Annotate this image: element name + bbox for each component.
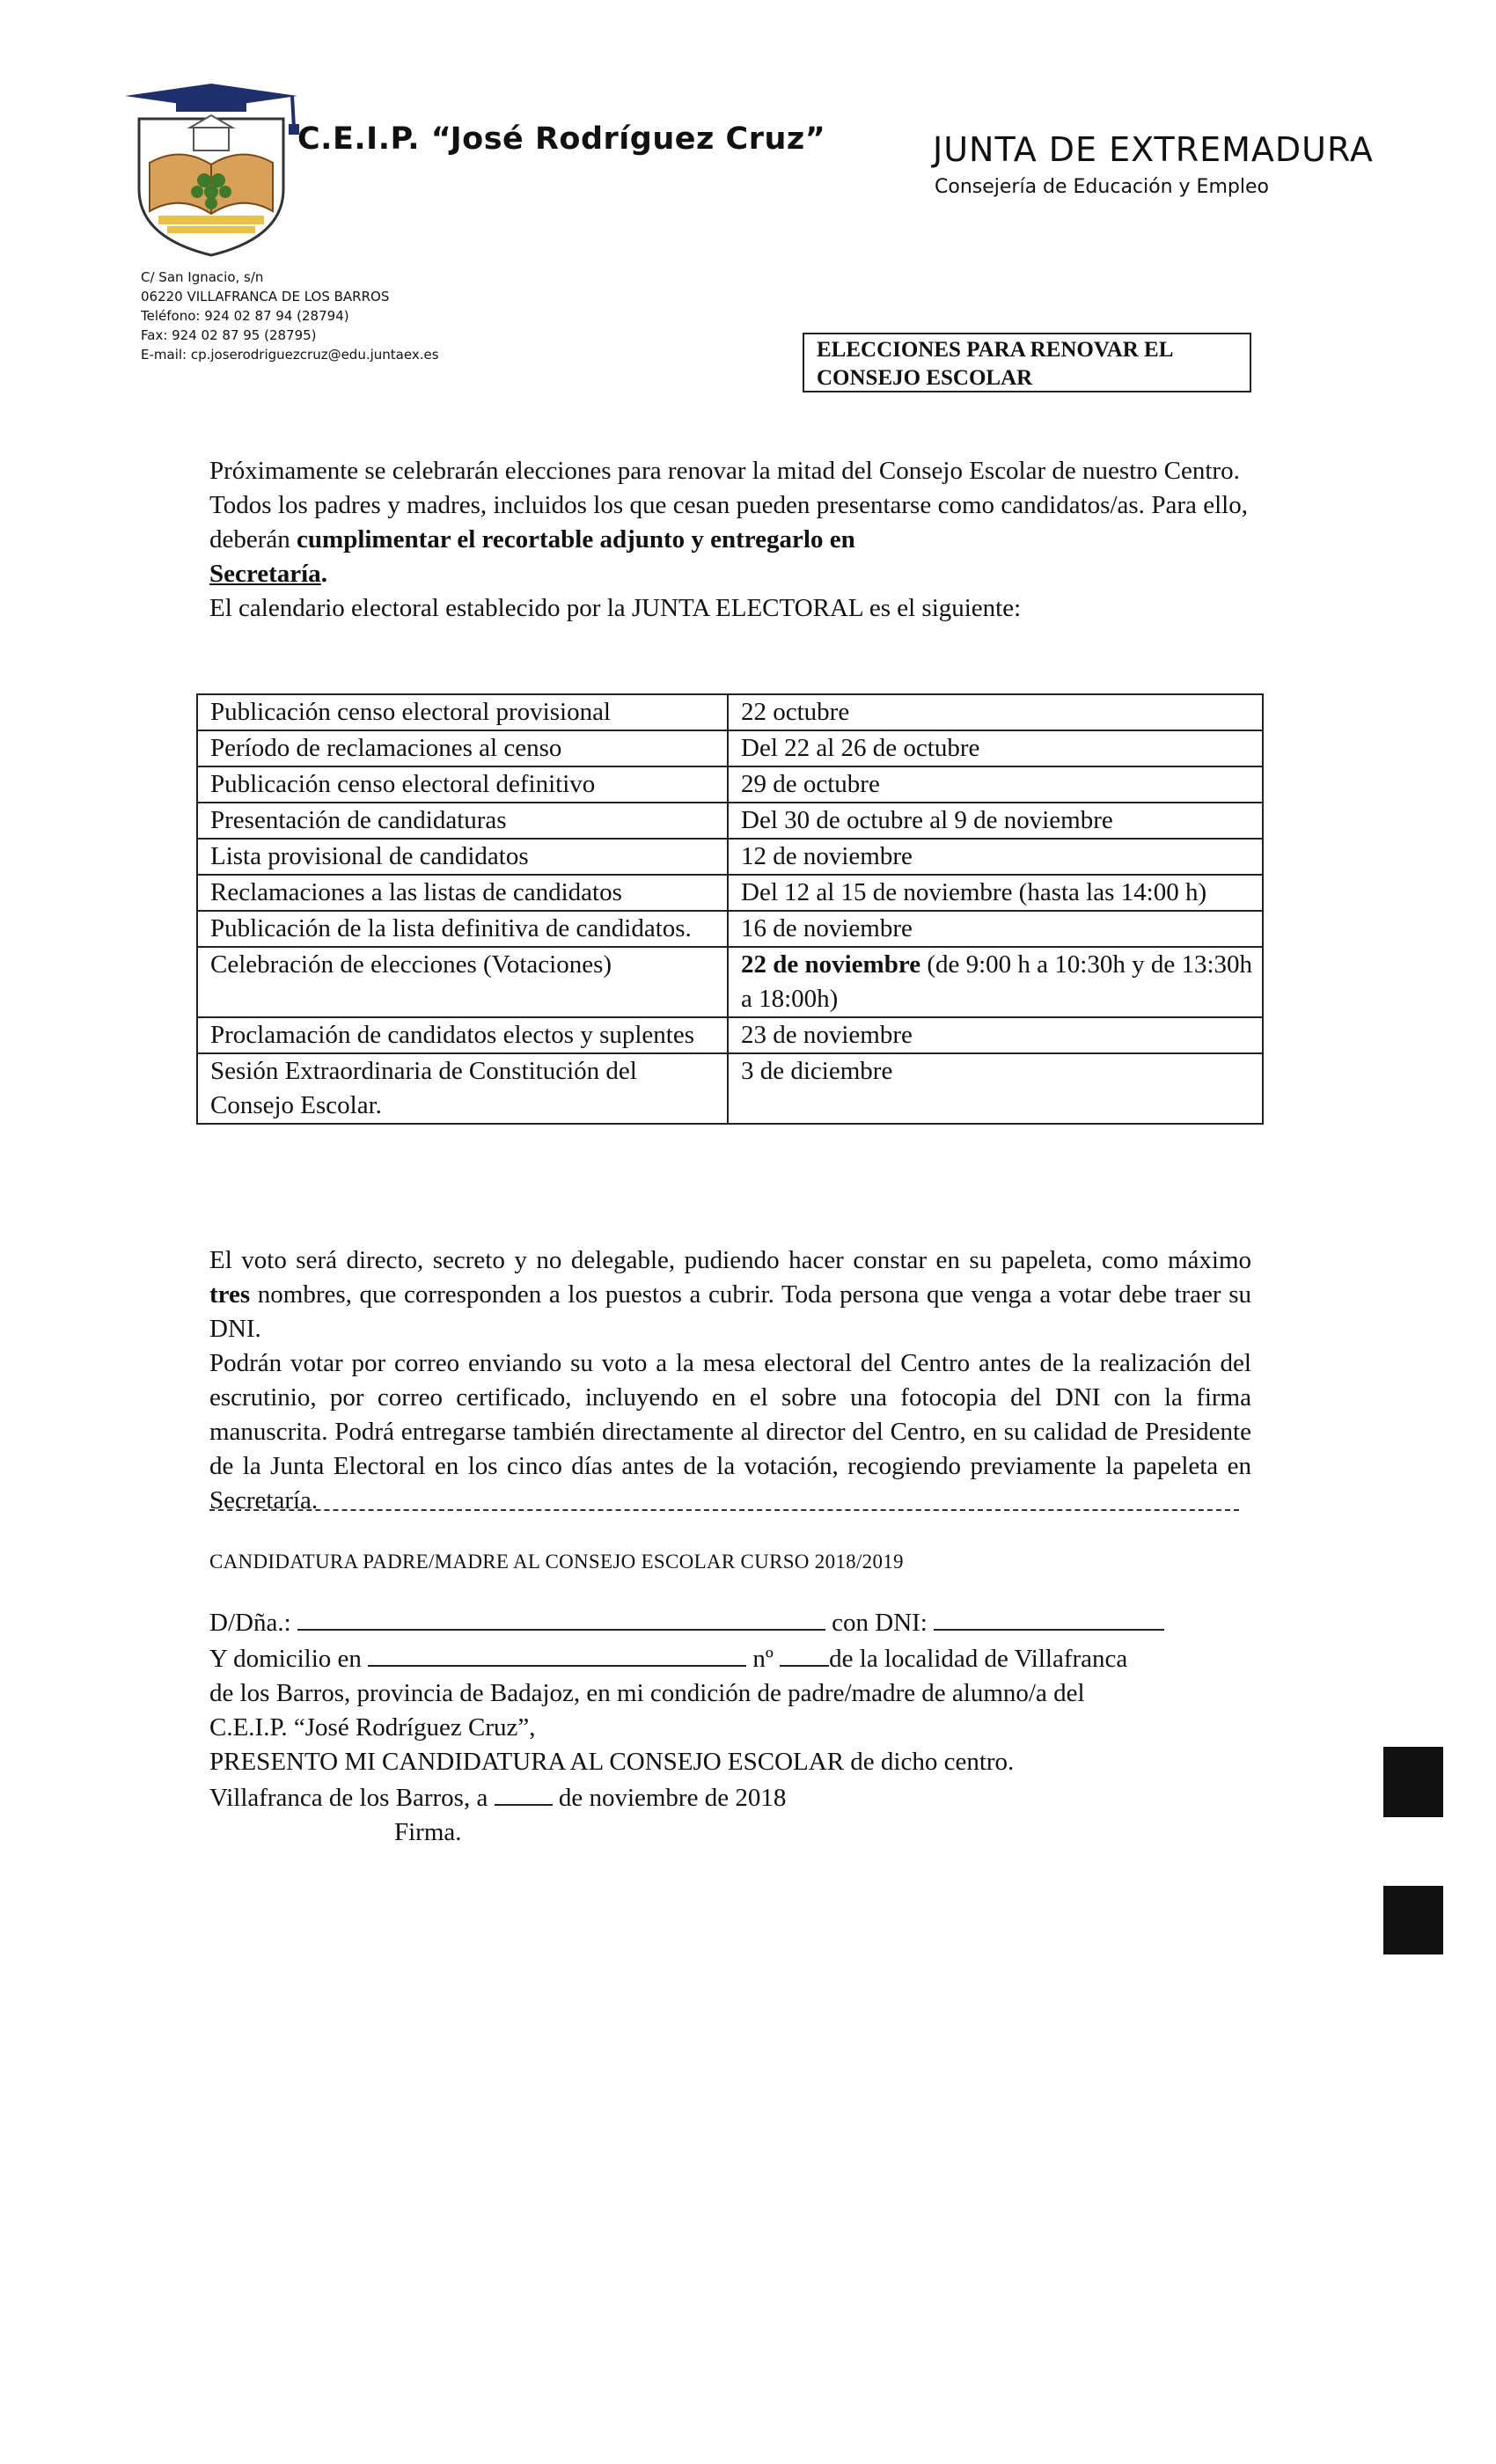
calendar-date: Del 12 al 15 de noviembre (hasta las 14:00 h) [728,875,1263,911]
table-row [197,947,1263,1017]
name-field[interactable] [297,1604,825,1631]
locality-text: de la localidad de Villafranca [829,1645,1128,1673]
table-row [197,839,1263,875]
calendar-date: 23 de noviembre [728,1017,1263,1053]
calendar-date: Del 30 de octubre al 9 de noviembre [728,803,1263,839]
form-line: C.E.I.P. “José Rodríguez Cruz”, [209,1713,536,1742]
form-line: PRESENTO MI CANDIDATURA AL CONSEJO ESCOLAR de dicho centro. [209,1748,1015,1776]
calendar-date: Del 22 al 26 de octubre [728,730,1263,766]
intro-paragraph: El calendario electoral establecido por la JUNTA ELECTORAL es el siguiente: [209,594,1022,622]
school-logo [123,84,299,260]
notice-line: CONSEJO ESCOLAR [817,366,1033,390]
calendar-date: 29 de octubre [728,766,1263,803]
dni-field[interactable] [934,1604,1164,1631]
address-line: C/ San Ignacio, s/n [141,269,264,285]
intro-paragraph [209,488,1248,591]
name-line [209,1604,1265,1640]
address-field[interactable] [368,1640,746,1667]
calendar-event: Reclamaciones a las listas de candidatos [197,875,728,911]
cut-line [209,1509,1239,1511]
junta-subtitle: Consejería de Educación y Empleo [935,176,1269,198]
scan-marker [1383,1886,1443,1954]
fax-line: Fax: 924 02 87 95 (28795) [141,327,317,343]
calendar-event: Publicación censo electoral provisional [197,694,728,730]
school-name: C.E.I.P. “José Rodríguez Cruz” [297,121,826,157]
electoral-calendar-table [196,693,1264,1125]
calendar-event: Publicación censo electoral definitivo [197,766,728,803]
calendar-date: 12 de noviembre [728,839,1263,875]
secretaria-emphasis: Secretaría [209,560,321,588]
calendar-event: Período de reclamaciones al censo [197,730,728,766]
date-line [209,1779,1265,1815]
phone-line: Teléfono: 924 02 87 94 (28794) [141,308,349,324]
candidature-title: CANDIDATURA PADRE/MADRE AL CONSEJO ESCOLAR CURSO 2018/2019 [209,1551,904,1573]
table-row [197,766,1263,803]
voting-text-span: nombres, que corresponden a los puestos a cubrir. Toda persona que venga a votar debe traer su DNI. [209,1280,1251,1343]
calendar-event: Lista provisional de candidatos [197,839,728,875]
date-suffix: de noviembre de 2018 [558,1784,787,1812]
election-notice-box [803,333,1251,392]
voting-bold-span: tres [209,1280,251,1309]
calendar-event: Publicación de la lista definitiva de candidatos. [197,911,728,947]
calendar-date: 22 octubre [728,694,1263,730]
election-hours: (de 9:00 h a 10:30h y de 13:30h a 18:00h) [741,950,1253,1013]
voting-paragraph: Podrán votar por correo enviando su voto a la mesa electoral del Centro antes de la realización del escrutinio, por correo certificado, incluyendo en el sobre una fotocopia del DNI con la firma manuscrita. Podrá entregarse también directamente al director del Centro, en su calidad de Presidente de la Junta Electoral en los cinco días antes de la votación, recogiendo previamente la papeleta en Secretaría. [209,1349,1251,1514]
address-form-line [209,1640,1265,1676]
address-line: 06220 VILLAFRANCA DE LOS BARROS [141,289,390,304]
voting-paragraph [209,1243,1251,1346]
table-row [197,911,1263,947]
email-line: E-mail: cp.joserodriguezcruz@edu.juntaex.es [141,347,439,363]
form-line: de los Barros, provincia de Badajoz, en mi condición de padre/madre de alumno/a del [209,1679,1085,1707]
intro-bold-span: . [320,560,327,588]
name-label: D/Dña.: [209,1609,291,1637]
signature-label: Firma. [394,1818,462,1846]
intro-text-span: Todos los padres y madres, incluidos los que cesan pueden presentarse como candidatos/as. Para ello, deberán [209,491,1248,554]
school-address [141,268,439,364]
calendar-event: Presentación de candidaturas [197,803,728,839]
intro-text [209,454,1248,626]
calendar-event: Celebración de elecciones (Votaciones) [197,947,728,1017]
day-field[interactable] [495,1779,553,1806]
voting-info [209,1243,1251,1518]
calendar-date [728,947,1263,1017]
election-day-emphasis: 22 de noviembre [741,950,921,979]
table-row [197,730,1263,766]
number-label: nº [752,1645,774,1673]
calendar-date: 3 de diciembre [728,1053,1263,1124]
table-row [197,694,1263,730]
number-field[interactable] [780,1640,829,1667]
table-row [197,875,1263,911]
date-prefix: Villafranca de los Barros, a [209,1784,488,1812]
table-row [197,803,1263,839]
address-label: Y domicilio en [209,1645,362,1673]
junta-title: JUNTA DE EXTREMADURA [933,130,1374,169]
candidature-form [209,1604,1265,1850]
scan-marker [1383,1747,1443,1817]
calendar-date: 16 de noviembre [728,911,1263,947]
intro-bold-span: cumplimentar el recortable adjunto y entregarlo en [297,525,855,554]
notice-line: ELECCIONES PARA RENOVAR EL [817,338,1174,362]
table-row [197,1053,1263,1124]
calendar-event: Proclamación de candidatos electos y suplentes [197,1017,728,1053]
voting-text-span: El voto será directo, secreto y no delegable, pudiendo hacer constar en su papeleta, como máximo [209,1246,1251,1274]
table-row [197,1017,1263,1053]
intro-paragraph: Próximamente se celebrarán elecciones para renovar la mitad del Consejo Escolar de nuestro Centro. [209,457,1240,485]
dni-label: con DNI: [832,1609,928,1637]
calendar-event: Sesión Extraordinaria de Constitución del Consejo Escolar. [197,1053,728,1124]
